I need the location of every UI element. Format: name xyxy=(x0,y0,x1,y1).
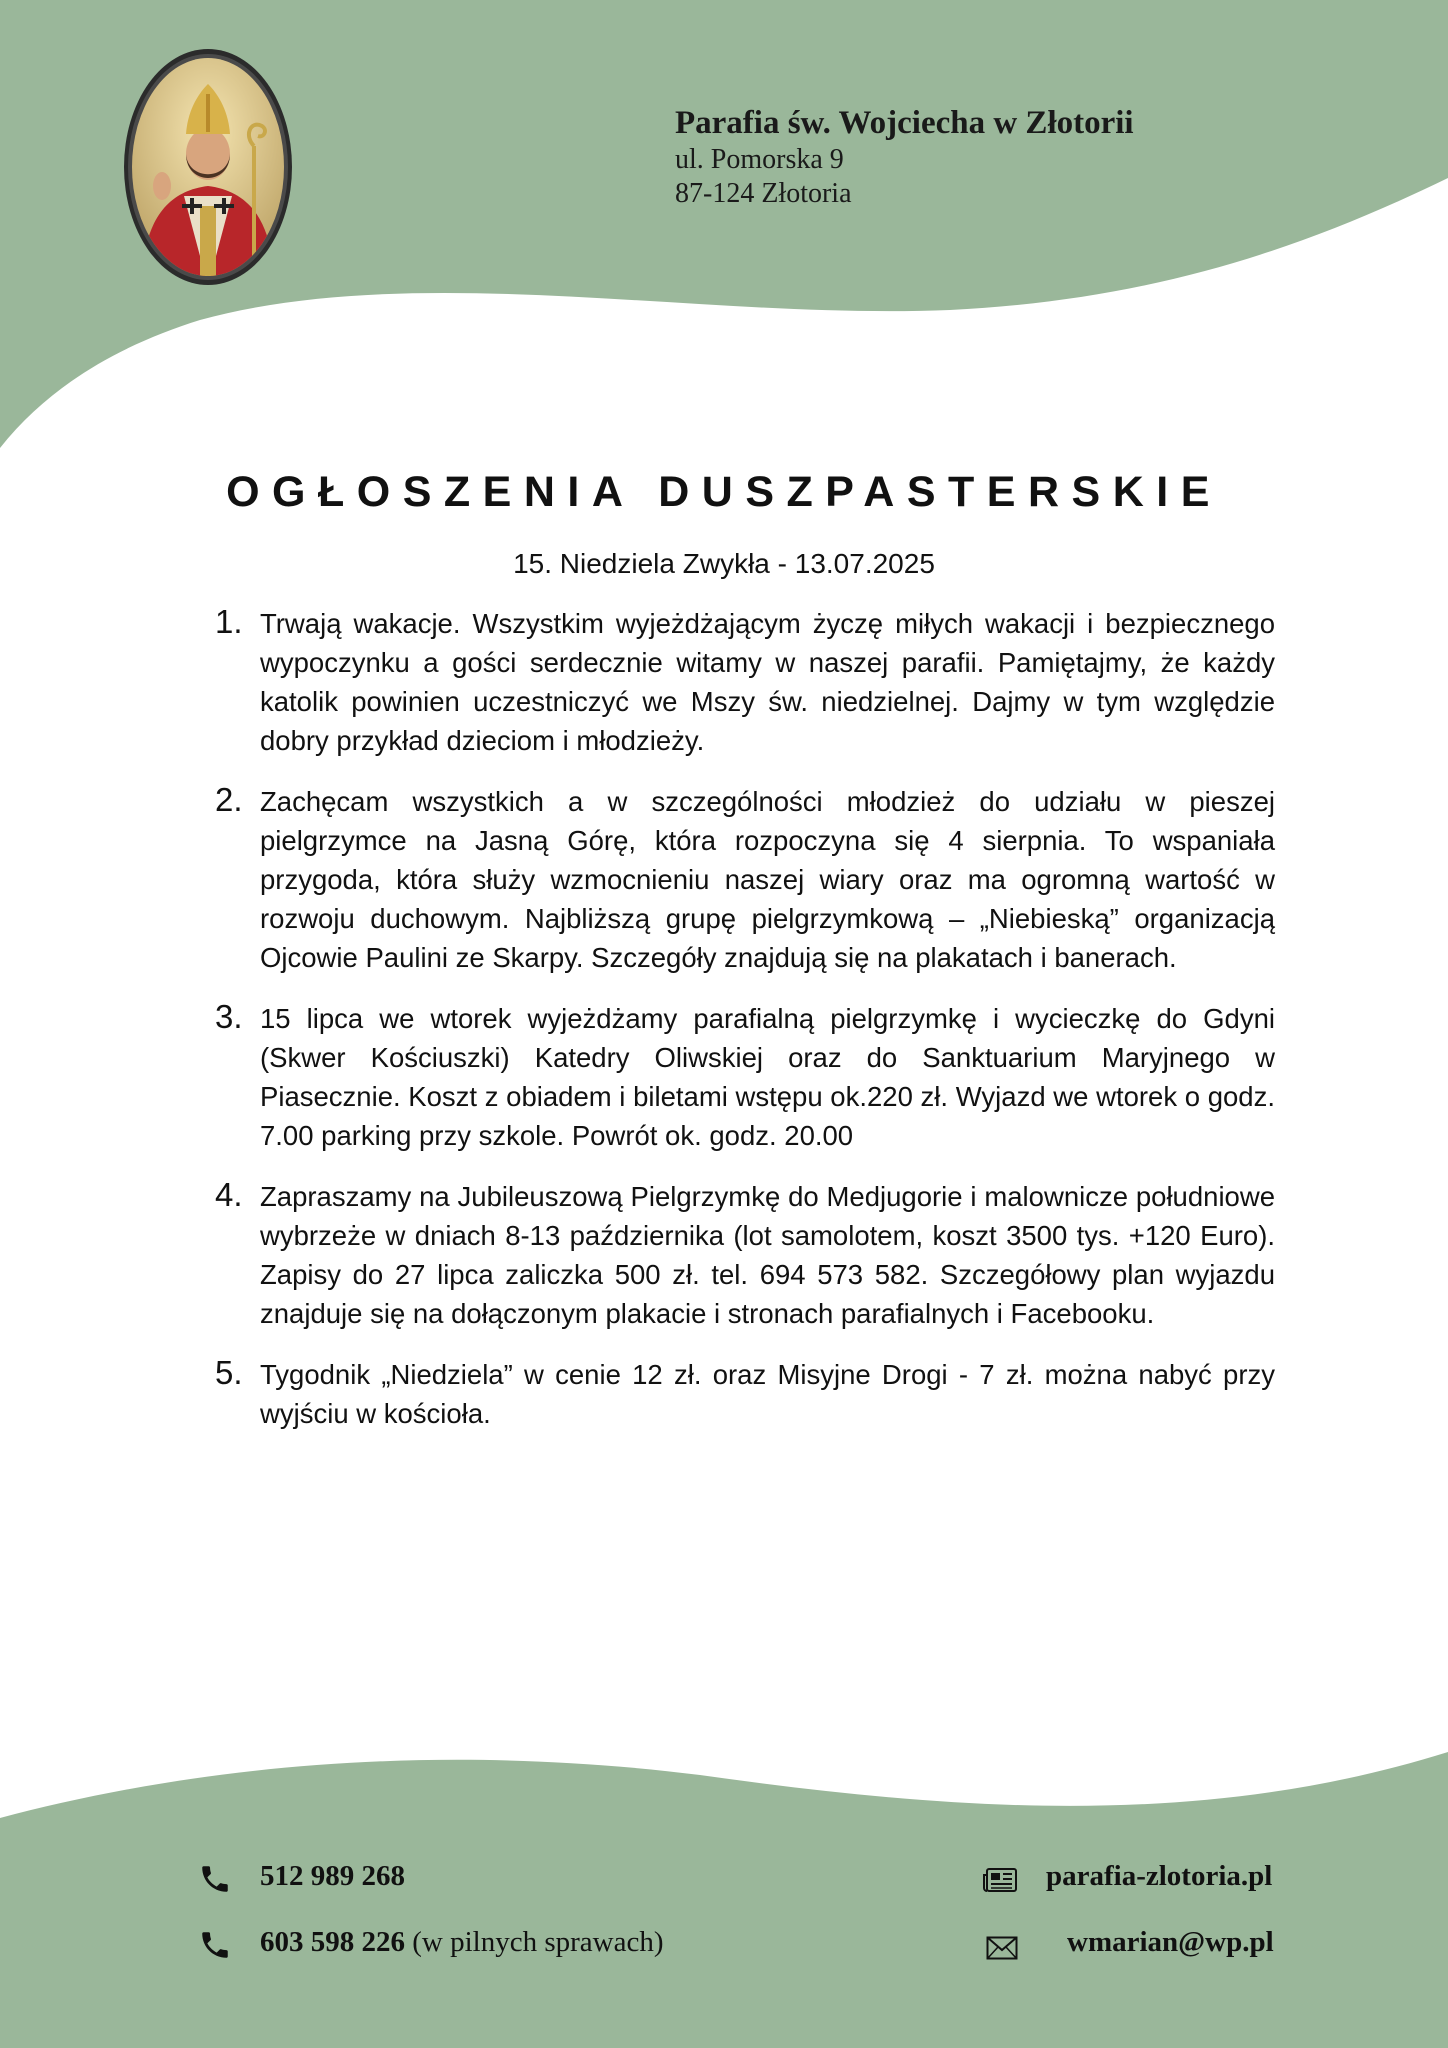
item-number: 1. xyxy=(215,603,243,640)
item-text: Tygodnik „Niedziela” w cenie 12 zł. oraz Misyjne Drogi - 7 zł. można nabyć przy wyjściu w kościoła. xyxy=(260,1359,1275,1429)
list-item xyxy=(215,1354,1275,1433)
email-link[interactable]: wmarian@wp.pl xyxy=(1067,1926,1274,1958)
footer-wave xyxy=(0,1752,1448,2048)
date-line: 15. Niedziela Zwykła - 13.07.2025 xyxy=(513,548,935,579)
announcements-list xyxy=(215,603,1275,1455)
item-number: 3. xyxy=(215,998,243,1035)
phone-1[interactable]: 512 989 268 xyxy=(260,1860,405,1892)
phone-2-note: (w pilnych sprawach) xyxy=(412,1926,664,1958)
item-text: Zapraszamy na Jubileuszową Pielgrzymkę do Medjugorie i malownicze południowe wybrzeże w dniach 8-13 października (lot samolotem, koszt 3500 tys. +120 Euro). Zapisy do 27 lipca zaliczka 500 zł. tel. 694 573 582. Szczegółowy plan wyjazdu znajduje się na dołączonym plakacie i stronach parafialnych i Facebooku. xyxy=(260,1181,1275,1329)
phone-2[interactable]: 603 598 226 (w pilnych sprawach) xyxy=(260,1926,664,1958)
parish-header xyxy=(675,103,1134,211)
website-link[interactable]: parafia-zlotoria.pl xyxy=(1046,1860,1273,1892)
list-item xyxy=(215,998,1275,1155)
saint-portrait-image xyxy=(122,46,294,288)
list-item xyxy=(215,781,1275,977)
item-number: 4. xyxy=(215,1176,243,1213)
list-item xyxy=(215,603,1275,760)
envelope-icon xyxy=(986,1936,1018,1960)
item-text: Trwają wakacje. Wszystkim wyjeżdżającym życzę miłych wakacji i bezpiecznego wypoczynku a gości serdecznie witamy w naszej parafii. Pamiętajmy, że każdy katolik powinien uczestniczyć we Mszy św. niedzielnej. Dajmy w tym względzie dobry przykład dzieciom i młodzieży. xyxy=(260,608,1275,756)
parish-street: ul. Pomorska 9 xyxy=(675,144,844,175)
phone-icon xyxy=(198,1862,232,1896)
parish-name: Parafia św. Wojciecha w Złotorii xyxy=(675,105,1134,141)
newspaper-icon xyxy=(982,1866,1018,1894)
page-title: OGŁOSZENIA DUSZPASTERSKIE xyxy=(226,468,1222,516)
item-text: 15 lipca we wtorek wyjeżdżamy parafialną pielgrzymkę i wycieczkę do Gdyni (Skwer Kościuszki) Katedry Oliwskiej oraz do Sanktuarium Maryjnego w Piasecznie. Koszt z obiadem i biletami wstępu ok.220 zł. Wyjazd we wtorek o godz. 7.00 parking przy szkole. Powrót ok. godz. 20.00 xyxy=(260,1003,1275,1151)
item-text: Zachęcam wszystkich a w szczególności młodzież do udziału w pieszej pielgrzymce na Jasną Górę, która rozpoczyna się 4 sierpnia. To wspaniała przygoda, która służy wzmocnieniu naszej wiary oraz ma ogromną wartość w rozwoju duchowym. Najbliższą grupę pielgrzymkową – „Niebieską” organizacją Ojcowie Paulini ze Skarpy. Szczegóły znajdują się na plakatach i banerach. xyxy=(260,786,1275,973)
phone-icon xyxy=(198,1928,232,1962)
item-number: 5. xyxy=(215,1354,243,1391)
parish-city: 87-124 Złotoria xyxy=(675,178,852,209)
list-item xyxy=(215,1176,1275,1333)
item-number: 2. xyxy=(215,781,243,818)
